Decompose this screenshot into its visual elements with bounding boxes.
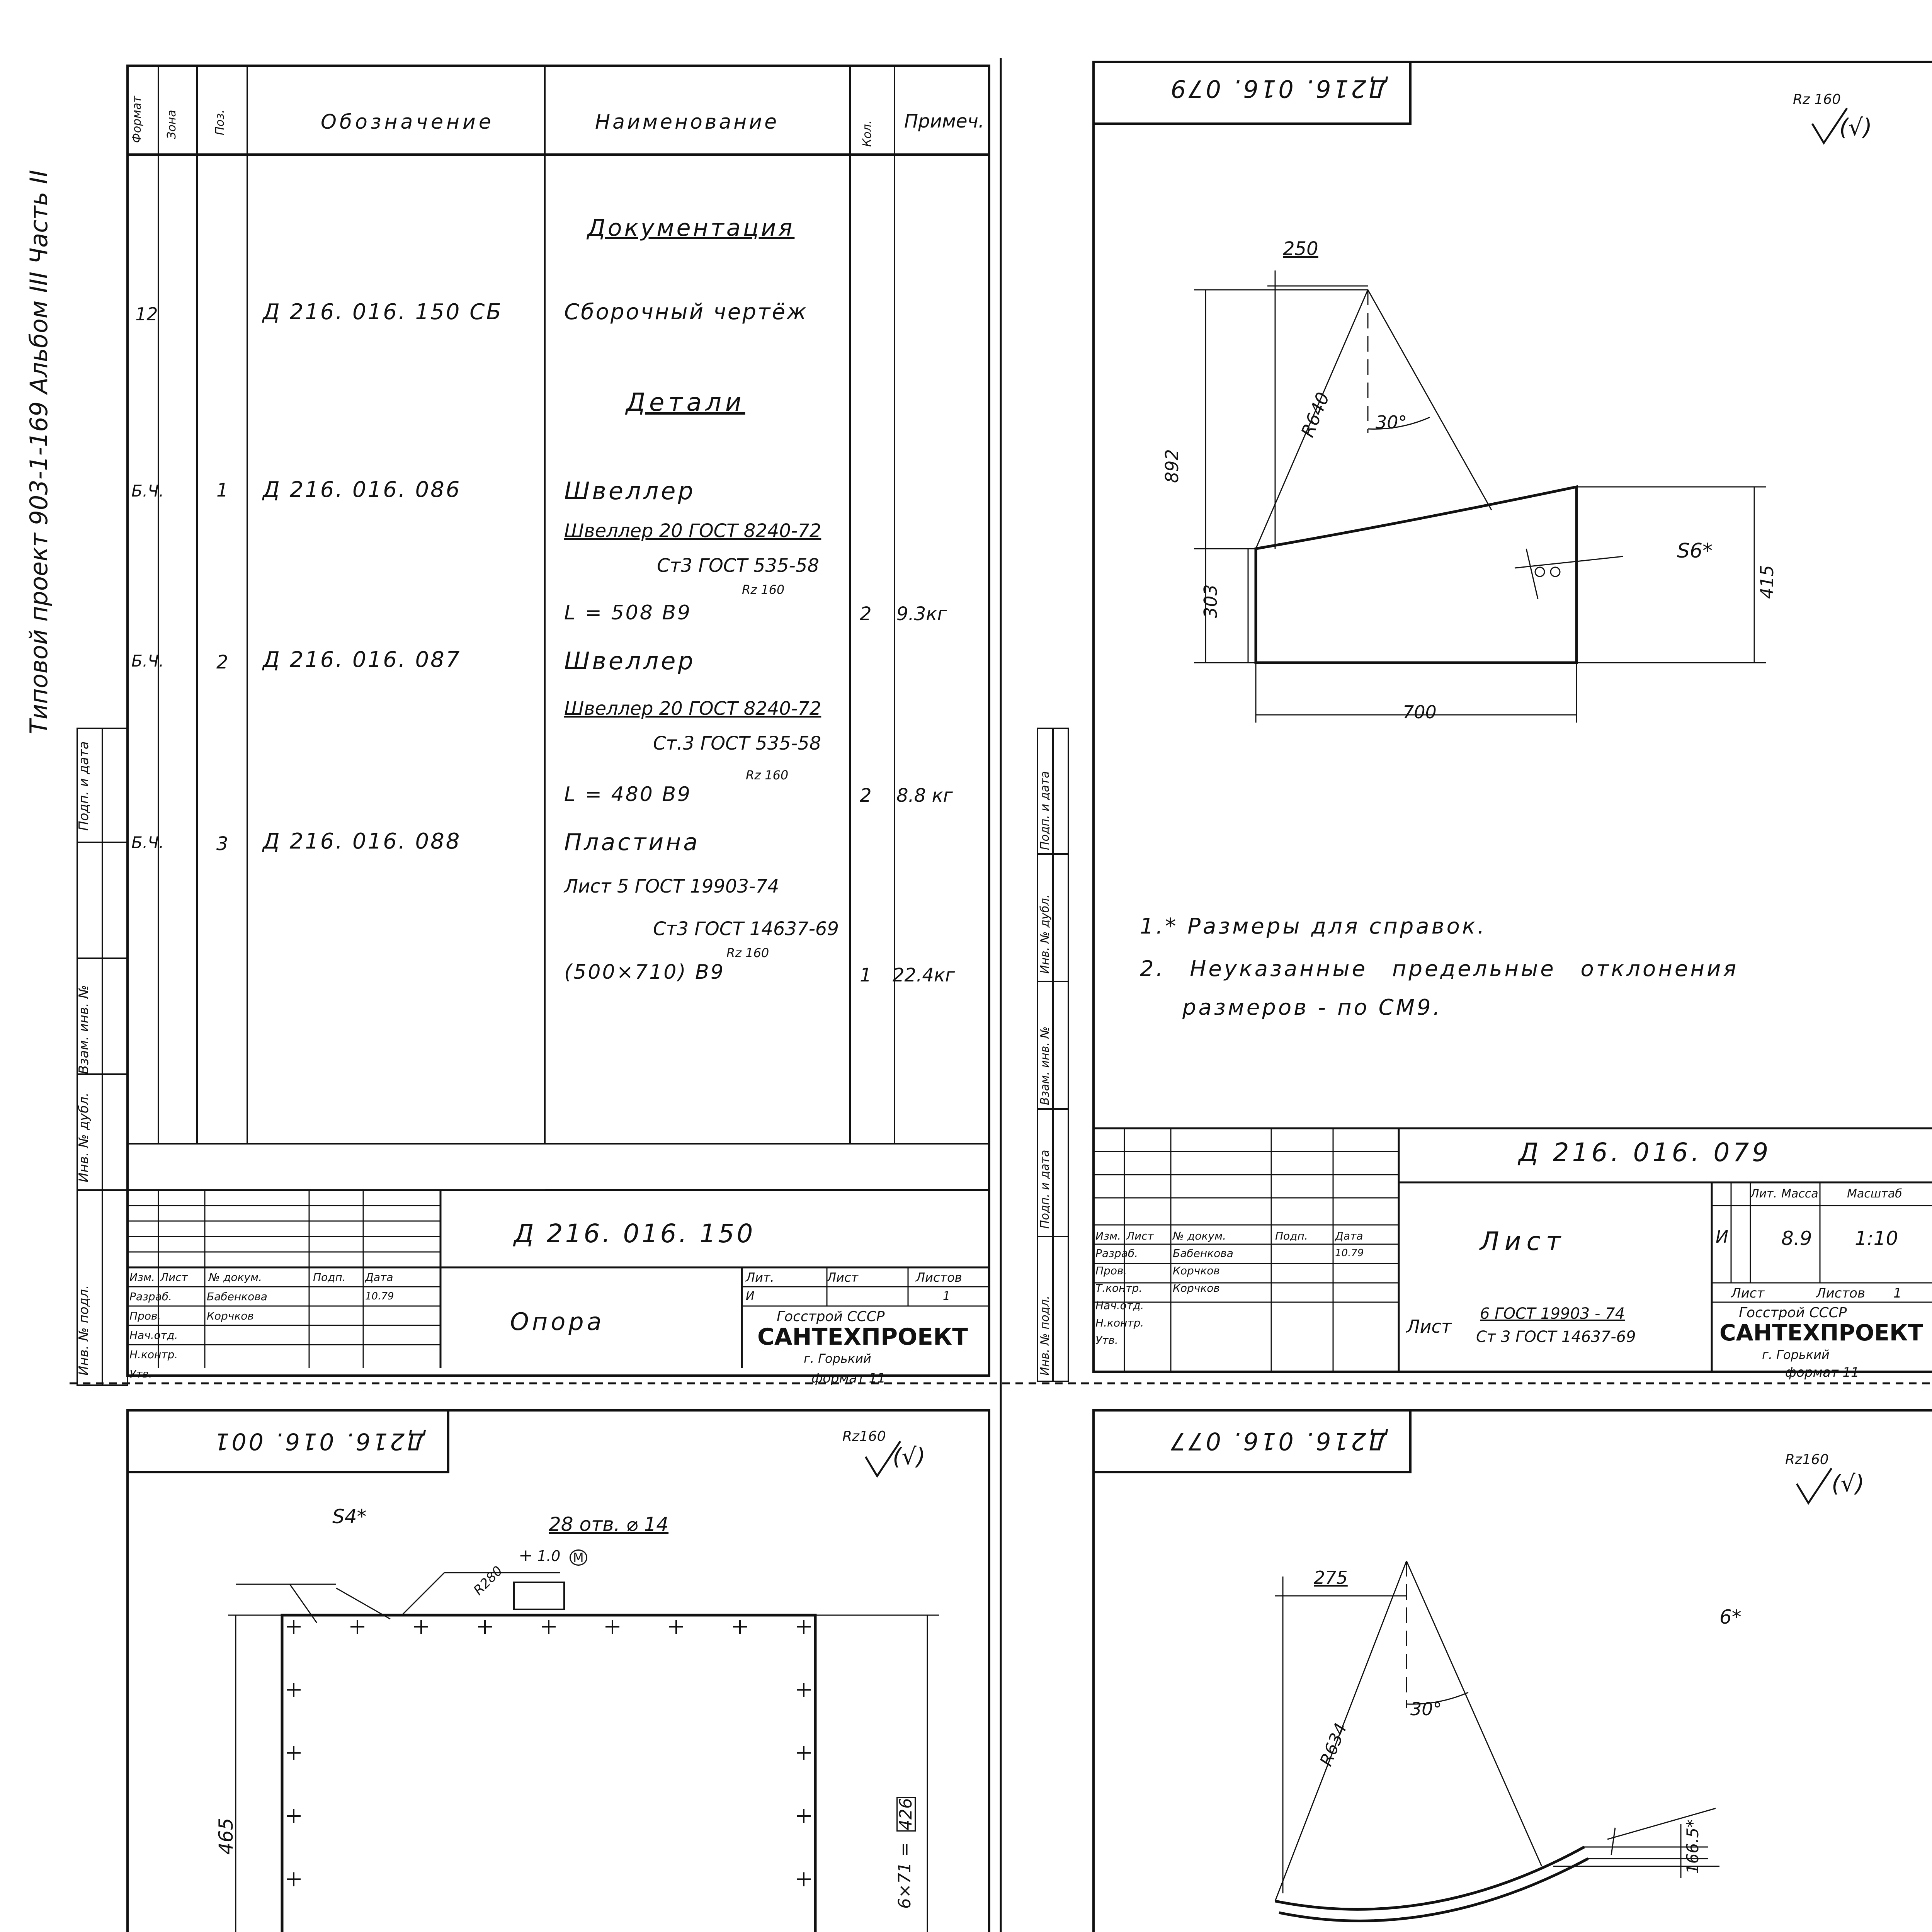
- hole-mark: [797, 1809, 811, 1823]
- hole-mark: [669, 1620, 683, 1634]
- rz-mark: Rz 160: [1793, 92, 1841, 107]
- spec-header-zone: Зона: [165, 110, 179, 139]
- roughness-symbol: [866, 1441, 920, 1488]
- rz-mark-paren: (√): [1839, 114, 1872, 141]
- org-name: САНТЕХПРОЕКТ: [757, 1323, 968, 1350]
- hole-mark: [287, 1746, 301, 1760]
- side-stamp-col: Подп. и дата: [76, 741, 92, 831]
- org-name: САНТЕХПРОЕКТ: [1719, 1320, 1923, 1346]
- hole-mark: [287, 1620, 301, 1634]
- side-stamp-col: Инв. № дубл.: [76, 1092, 92, 1182]
- side-stamp-col: Инв. № дубл.: [1038, 894, 1052, 974]
- hole-mark: [287, 1872, 301, 1886]
- tb2-code: Д 216. 016. 079: [1519, 1138, 1772, 1167]
- hole-mark: [350, 1620, 364, 1634]
- spec-header-format: Формат: [130, 96, 144, 143]
- hole-mark: [605, 1620, 619, 1634]
- hole-mark: [733, 1620, 747, 1634]
- spec-header-name: Наименование: [595, 111, 779, 134]
- hole-mark: [797, 1746, 811, 1760]
- rz-mark-paren: (√): [1832, 1470, 1865, 1497]
- tb1-code: Д 216. 016. 150: [514, 1219, 755, 1248]
- corner-code: Д216. 016. 079: [1168, 75, 1387, 103]
- spec-header-qty: Кол.: [861, 120, 874, 147]
- side-stamp-col: Инв. № подл.: [1038, 1296, 1052, 1376]
- tb1-title: Опора: [510, 1308, 605, 1336]
- hole-mark: [797, 1872, 811, 1886]
- spec-header-designation: Обозначение: [321, 111, 494, 134]
- roughness-symbol: [1797, 1468, 1851, 1515]
- part-077-drawing: [1159, 1546, 1816, 1932]
- rz-mark: Rz 160: [746, 768, 789, 782]
- side-stamp-col: Инв. № подл.: [76, 1285, 92, 1376]
- tb2-title: Лист: [1480, 1226, 1566, 1256]
- rz-mark-paren: (√): [893, 1443, 926, 1470]
- roughness-symbol: [1812, 108, 1866, 155]
- side-stamp-col: Взам. инв. №: [76, 985, 92, 1074]
- spec-section-docs: Документация: [587, 214, 795, 242]
- spec-header-note: Примеч.: [904, 111, 985, 132]
- hole-mark: [287, 1683, 301, 1697]
- side-stamp-col: Взам. инв. №: [1038, 1026, 1052, 1105]
- corner-code: Д216. 016. 001: [212, 1428, 425, 1455]
- hole-mark: [478, 1620, 492, 1634]
- hole-mark: [542, 1620, 556, 1634]
- side-stamp-col: Подп. и дата: [1038, 771, 1052, 850]
- rz-mark: Rz 160: [726, 946, 769, 960]
- part-079-drawing: [1159, 232, 1739, 734]
- series-label: Типовой проект 903-1-169 Альбом III Часть II: [25, 170, 53, 734]
- hole-mark: [797, 1683, 811, 1697]
- rz-mark: Rz160: [842, 1429, 886, 1444]
- spec-header-pos: Поз.: [213, 109, 227, 135]
- corner-code: Д216. 016. 077: [1168, 1427, 1387, 1455]
- hole-mark: [287, 1809, 301, 1823]
- hole-mark: [414, 1620, 428, 1634]
- hole-mark: [797, 1620, 811, 1634]
- rz-mark: Rz160: [1785, 1452, 1829, 1468]
- part-001-drawing: [174, 1546, 985, 1932]
- side-stamp-col: Подп. и дата: [1038, 1150, 1052, 1229]
- rz-mark: Rz 160: [742, 582, 785, 597]
- spec-section-parts: Детали: [626, 388, 745, 417]
